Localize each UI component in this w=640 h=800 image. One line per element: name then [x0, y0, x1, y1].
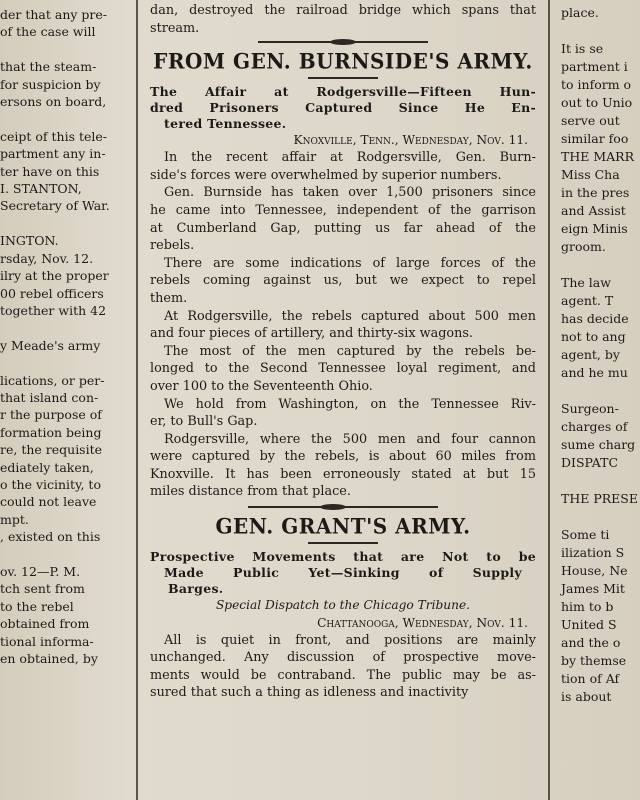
- text-line: tion of Af: [561, 671, 620, 686]
- text-line: sured that such a thing as idleness and inactivity: [150, 685, 469, 701]
- text-line: re, the requisite: [0, 442, 103, 458]
- paragraph: [150, 184, 536, 254]
- headline-grant: GEN. GRANT'S ARMY.: [215, 513, 471, 539]
- paragraph: [150, 431, 536, 501]
- text-line: It is se: [561, 41, 604, 56]
- article-body-burnside: [150, 149, 536, 501]
- text-line: were captured by the rebels, is about 60 miles from: [150, 449, 536, 465]
- text-line: [561, 508, 640, 526]
- subhead-line: Barges.: [168, 581, 224, 597]
- subhead-grant: [150, 549, 536, 597]
- text-line: lications, or per-: [0, 372, 105, 388]
- section-divider: [248, 506, 438, 508]
- text-line: rsday, Nov. 12.: [0, 250, 94, 266]
- text-line: en obtained, by: [0, 651, 98, 667]
- special-dispatch-credit: Special Dispatch to the Chicago Tribune.: [215, 598, 471, 613]
- text-line: charges of: [561, 419, 628, 434]
- text-line: in the pres: [561, 185, 630, 200]
- short-divider: [308, 77, 378, 79]
- text-line: ersons on board,: [0, 94, 107, 110]
- text-line: at Cumberland Gap, putting us far ahead of the: [150, 220, 536, 236]
- text-line: er, to Bull's Gap.: [150, 414, 258, 430]
- text-line: has decide: [561, 311, 629, 326]
- subhead-line: dred Prisoners Captured Since He En-: [150, 100, 536, 116]
- text-line: obtained from: [0, 616, 90, 632]
- text-line: sume charg: [561, 437, 636, 452]
- text-line: r the purpose of: [0, 407, 102, 423]
- paragraph: [150, 308, 536, 343]
- text-line: unchanged. Any discussion of prospective move-: [150, 650, 536, 666]
- text-line: serve out: [561, 113, 620, 128]
- text-line: United S: [561, 617, 617, 632]
- text-line: y Meade's army: [0, 337, 101, 353]
- subhead-line: The Affair at Rodgersville—Fifteen Hun-: [150, 84, 536, 100]
- paragraph: [150, 632, 536, 702]
- text-line: ter have on this: [0, 163, 100, 179]
- text-line: out to Unio: [561, 95, 633, 110]
- middle-column: [142, 0, 544, 800]
- text-line: side's forces were overwhelmed by superior numbers.: [150, 167, 502, 183]
- text-line: he came into Tennessee, independent of the garrison: [150, 202, 536, 218]
- text-line: stream.: [150, 20, 200, 36]
- text-line: together with 42: [0, 302, 107, 318]
- text-line: The most of the men captured by the rebels be-: [164, 343, 536, 359]
- section-divider: [258, 41, 428, 43]
- text-line: over 100 to the Seventeenth Ohio.: [150, 378, 373, 394]
- short-divider: [308, 542, 378, 544]
- text-line: that the steam-: [0, 59, 97, 75]
- right-column: [555, 0, 640, 800]
- paragraph: [150, 396, 536, 431]
- text-line: ov. 12—P. M.: [0, 564, 81, 579]
- article-body-grant: [150, 632, 536, 702]
- text-line: similar foo: [561, 131, 629, 146]
- dateline-knoxville: Knoxville, Tenn., Wednesday, Nov. 11.: [293, 133, 528, 148]
- text-line: eign Minis: [561, 221, 628, 236]
- text-line: [561, 22, 640, 40]
- text-line: for suspicion by: [0, 76, 101, 92]
- column-rule-right: [548, 0, 550, 800]
- subhead-line: Prospective Movements that are Not to be: [150, 549, 536, 565]
- subhead-line: Made Public Yet—Sinking of Supply: [164, 565, 522, 581]
- subhead-burnside: [150, 84, 536, 132]
- text-line: Secretary of War.: [0, 198, 110, 214]
- text-line: [561, 382, 640, 400]
- text-line: and he mu: [561, 365, 628, 380]
- text-line: , existed on this: [0, 529, 101, 545]
- paragraph: [150, 343, 536, 396]
- text-line: There are some indications of large forces of the: [164, 255, 536, 271]
- text-line: and Assist: [561, 203, 626, 218]
- text-line: ilization S: [561, 545, 625, 560]
- text-line: by themse: [561, 653, 627, 668]
- text-line: [0, 319, 132, 336]
- text-line: [0, 41, 132, 58]
- text-line: Some ti: [561, 527, 610, 542]
- text-line: could not leave: [0, 494, 97, 510]
- text-line: to inform o: [561, 77, 632, 92]
- text-line: der that any pre-: [0, 7, 108, 22]
- text-line: In the recent affair at Rodgersville, Gen. Burn-: [164, 150, 536, 166]
- text-line: agent, by: [561, 347, 620, 362]
- text-line: rebels coming against us, but we expect to repel: [150, 273, 536, 289]
- text-line: him to b: [561, 599, 614, 614]
- text-line: and four pieces of artillery, and thirty-six wagons.: [150, 326, 473, 342]
- subhead-line: tered Tennessee.: [164, 116, 287, 132]
- text-line: ceipt of this tele-: [0, 128, 108, 144]
- text-line: James Mit: [561, 581, 625, 596]
- text-line: o the vicinity, to: [0, 476, 101, 492]
- text-line: partment any in-: [0, 146, 106, 162]
- text-line: groom.: [561, 239, 606, 254]
- text-line: [0, 110, 132, 127]
- text-line: ilry at the proper: [0, 268, 109, 284]
- text-line: At Rodgersville, the rebels captured about 500 men: [164, 308, 536, 324]
- text-line: INGTON.: [0, 233, 59, 249]
- text-line: Gen. Burnside has taken over 1,500 prisoners since: [164, 185, 536, 201]
- text-line: [561, 256, 640, 274]
- text-line: All is quiet in front, and positions are mainly: [164, 632, 536, 648]
- text-line: agent. T: [561, 293, 614, 308]
- text-line: and the o: [561, 635, 621, 650]
- text-line: [0, 215, 132, 232]
- text-line: [561, 472, 640, 490]
- text-line: miles distance from that place.: [150, 484, 351, 500]
- text-line: [0, 546, 132, 563]
- text-line: partment i: [561, 59, 628, 74]
- text-line: tional informa-: [0, 633, 94, 649]
- text-line: to the rebel: [0, 598, 74, 614]
- text-line: THE PRESE: [561, 491, 638, 506]
- headline-burnside: FROM GEN. BURNSIDE'S ARMY.: [153, 48, 533, 74]
- text-line: not to ang: [561, 329, 626, 344]
- text-line: I. STANTON,: [0, 181, 82, 197]
- text-line: The law: [561, 275, 611, 290]
- text-line: DISPATC: [561, 455, 619, 470]
- text-line: Rodgersville, where the 500 men and four cannon: [164, 431, 536, 447]
- text-line: is about: [561, 689, 612, 704]
- text-line: Knoxville. It has been erroneously stated at but 15: [150, 466, 536, 482]
- text-line: rebels.: [150, 238, 195, 254]
- text-line: place.: [561, 5, 599, 20]
- text-line: House, Ne: [561, 563, 628, 578]
- text-line: tch sent from: [0, 581, 85, 597]
- text-line: [0, 354, 132, 371]
- paragraph: [150, 149, 536, 184]
- left-column: [0, 0, 132, 800]
- text-line: that island con-: [0, 389, 99, 405]
- text-line: Surgeon-: [561, 401, 619, 416]
- text-line: We hold from Washington, on the Tennessee Riv-: [164, 396, 536, 412]
- text-line: mpt.: [0, 511, 29, 527]
- text-line: longed to the Second Tennessee loyal regiment, and: [150, 361, 536, 377]
- text-line: THE MARR: [561, 149, 634, 164]
- text-line: Miss Cha: [561, 167, 620, 182]
- paragraph: [150, 255, 536, 308]
- column-rule-left: [136, 0, 138, 800]
- dateline-chattanooga: Chattanooga, Wednesday, Nov. 11.: [317, 615, 528, 630]
- text-line: formation being: [0, 424, 102, 440]
- text-line: ediately taken,: [0, 459, 94, 475]
- text-line: 00 rebel officers: [0, 285, 104, 301]
- text-line: dan, destroyed the railroad bridge which spans that: [150, 3, 536, 18]
- text-line: of the case will: [0, 24, 96, 40]
- text-line: them.: [150, 290, 188, 306]
- text-line: ments would be contraband. The public may be as-: [150, 667, 536, 683]
